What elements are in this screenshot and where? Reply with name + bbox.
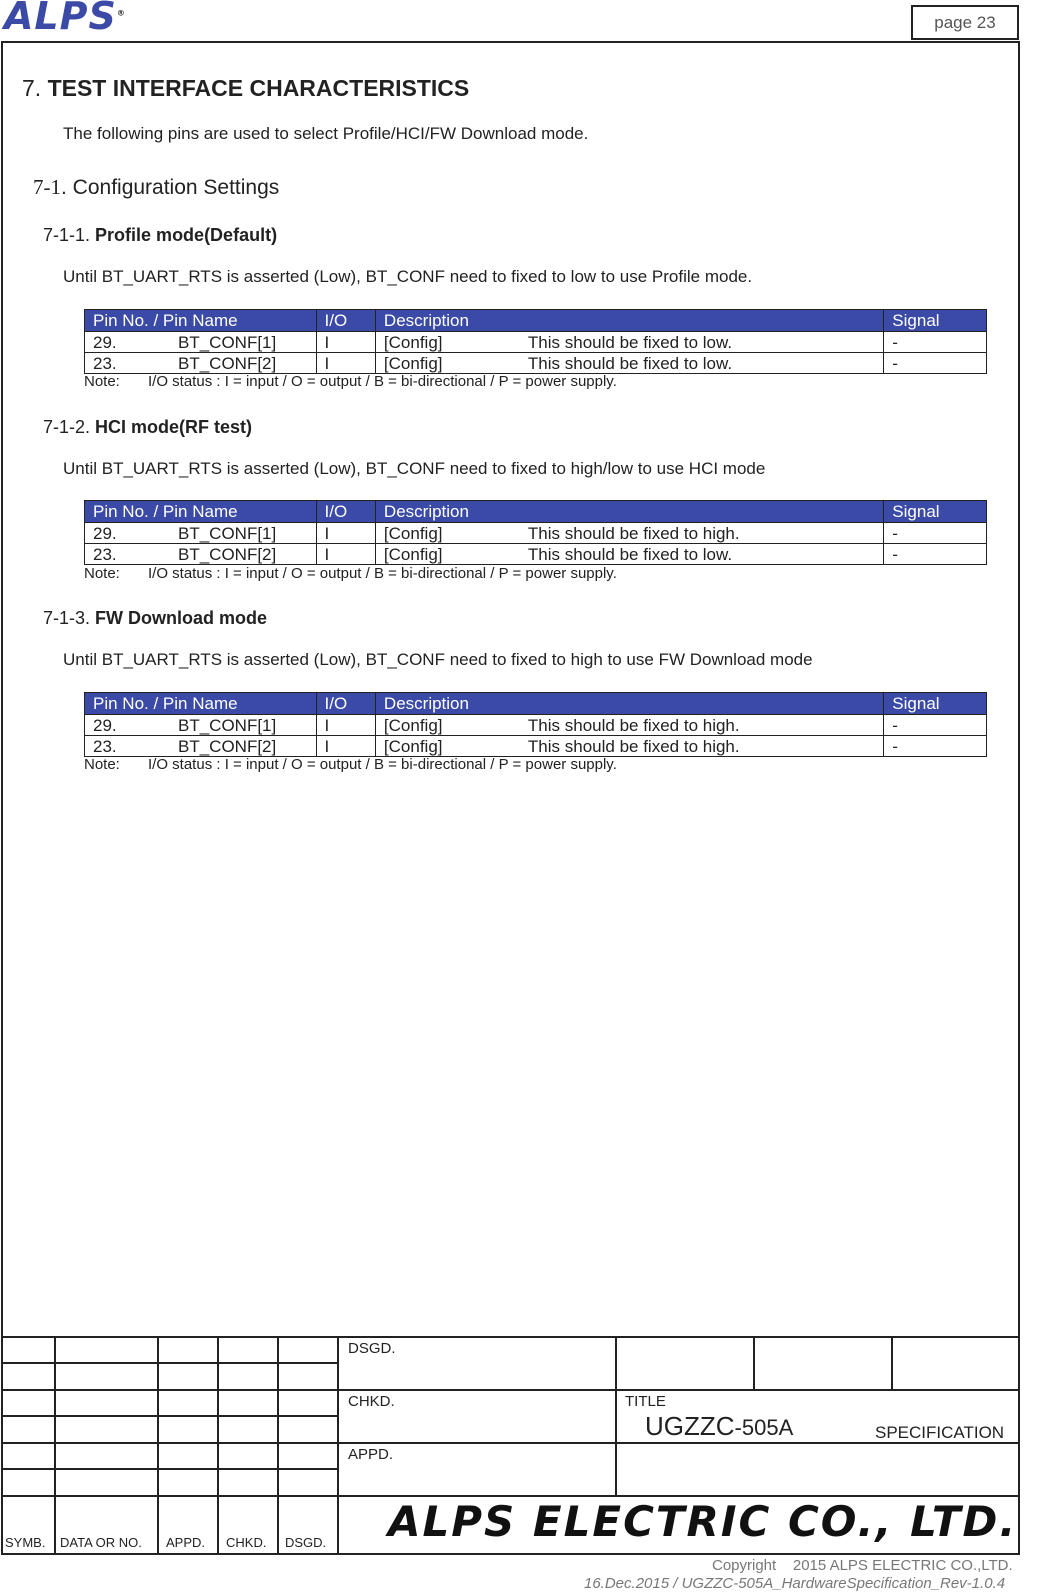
pin-signal: -: [884, 332, 987, 353]
pin-category: [Config]: [383, 715, 443, 735]
pin-io: I: [316, 523, 375, 544]
table-row: [85, 332, 987, 353]
table-row: [85, 523, 987, 544]
header-signal: Signal: [884, 310, 987, 332]
pin-name: BT_CONF[2]: [178, 736, 277, 756]
company-name: ALPS ELECTRIC CO., LTD.: [388, 1497, 1018, 1546]
pin-category: [Config]: [383, 332, 443, 352]
pin-number: 29.: [93, 715, 117, 735]
table-row: [85, 715, 987, 736]
pin-category: [Config]: [383, 353, 443, 373]
pin-table-fw-download: [84, 692, 987, 757]
mode-heading-hci: 7-1-2. HCI mode(RF test): [43, 417, 253, 437]
pin-name: BT_CONF[2]: [178, 544, 277, 564]
rev-header-chkd: CHKD.: [226, 1535, 267, 1550]
pin-category: [Config]: [383, 523, 443, 543]
rev-header-dsgd: DSGD.: [285, 1535, 327, 1550]
pin-signal: -: [884, 715, 987, 736]
document-footer: 16.Dec.2015 / UGZZC-505A_HardwareSpecification_Rev-1.0.4: [584, 1575, 1006, 1592]
pin-description: This should be fixed to high.: [527, 523, 740, 543]
pin-name: BT_CONF[1]: [178, 715, 277, 735]
pin-name: BT_CONF[1]: [178, 523, 277, 543]
header-io: I/O: [316, 501, 375, 523]
section-heading: 7. TEST INTERFACE CHARACTERISTICS: [22, 75, 470, 101]
document-id: UGZZC-505A: [645, 1411, 794, 1441]
pin-table-hci: [84, 500, 987, 565]
pin-signal: -: [884, 353, 987, 374]
table-header-row: [85, 693, 987, 715]
table-row: [85, 353, 987, 374]
mode-text-hci: Until BT_UART_RTS is asserted (Low), BT_CONF need to fixed to high/low to use HCI mode: [63, 459, 766, 478]
mode-heading-profile: 7-1-1. Profile mode(Default): [43, 225, 278, 245]
pin-io: I: [316, 332, 375, 353]
header-pin: Pin No. / Pin Name: [85, 693, 317, 715]
header-pin: Pin No. / Pin Name: [85, 501, 317, 523]
rev-header-data: DATA OR NO.: [60, 1535, 142, 1550]
header-signal: Signal: [884, 693, 987, 715]
pin-io: I: [316, 736, 375, 757]
table-header-row: [85, 310, 987, 332]
rev-header-symb: SYMB.: [5, 1535, 46, 1550]
header-description: Description: [375, 310, 883, 332]
table-note: Note: I/O status : I = input / O = output / B = bi-directional / P = power supply.: [84, 565, 617, 582]
table-note: Note: I/O status : I = input / O = output / B = bi-directional / P = power supply.: [84, 756, 617, 773]
header-io: I/O: [316, 310, 375, 332]
pin-number: 29.: [93, 332, 117, 352]
pin-io: I: [316, 715, 375, 736]
header-pin: Pin No. / Pin Name: [85, 310, 317, 332]
pin-name: BT_CONF[1]: [178, 332, 277, 352]
copyright: Copyright 2015 ALPS ELECTRIC CO.,LTD.: [712, 1557, 1013, 1574]
document-type: SPECIFICATION: [875, 1423, 1005, 1442]
header-io: I/O: [316, 693, 375, 715]
pin-number: 23.: [93, 736, 117, 756]
header-description: Description: [375, 693, 883, 715]
pin-description: This should be fixed to high.: [527, 715, 740, 735]
table-row: [85, 736, 987, 757]
alps-logo: ALPS®: [4, 0, 126, 38]
chkd-label: CHKD.: [348, 1393, 395, 1410]
rev-header-appd: APPD.: [166, 1535, 206, 1550]
pin-description: This should be fixed to low.: [527, 332, 733, 352]
mode-text-profile: Until BT_UART_RTS is asserted (Low), BT_CONF need to fixed to low to use Profile mode.: [63, 267, 753, 286]
pin-signal: -: [884, 523, 987, 544]
pin-number: 29.: [93, 523, 117, 543]
table-header-row: [85, 501, 987, 523]
pin-description: This should be fixed to low.: [527, 544, 733, 564]
subsection-heading: 7-1. Configuration Settings: [33, 175, 280, 199]
title-label: TITLE: [625, 1393, 666, 1410]
table-note: Note: I/O status : I = input / O = output / B = bi-directional / P = power supply.: [84, 373, 617, 390]
header-description: Description: [375, 501, 883, 523]
pin-description: This should be fixed to low.: [527, 353, 733, 373]
pin-signal: -: [884, 736, 987, 757]
header-signal: Signal: [884, 501, 987, 523]
pin-signal: -: [884, 544, 987, 565]
pin-category: [Config]: [383, 736, 443, 756]
appd-label: APPD.: [348, 1446, 394, 1463]
pin-number: 23.: [93, 544, 117, 564]
pin-table-profile: [84, 309, 987, 374]
pin-io: I: [316, 353, 375, 374]
pin-description: This should be fixed to high.: [527, 736, 740, 756]
dsgd-label: DSGD.: [348, 1340, 396, 1357]
page-number: page 23: [911, 5, 1019, 40]
pin-name: BT_CONF[2]: [178, 353, 277, 373]
pin-category: [Config]: [383, 544, 443, 564]
pin-number: 23.: [93, 353, 117, 373]
section-intro: The following pins are used to select Profile/HCI/FW Download mode.: [63, 124, 589, 143]
mode-heading-fw-download: 7-1-3. FW Download mode: [43, 608, 268, 628]
pin-io: I: [316, 544, 375, 565]
table-row: [85, 544, 987, 565]
mode-text-fw-download: Until BT_UART_RTS is asserted (Low), BT_CONF need to fixed to high to use FW Download mode: [63, 650, 813, 669]
